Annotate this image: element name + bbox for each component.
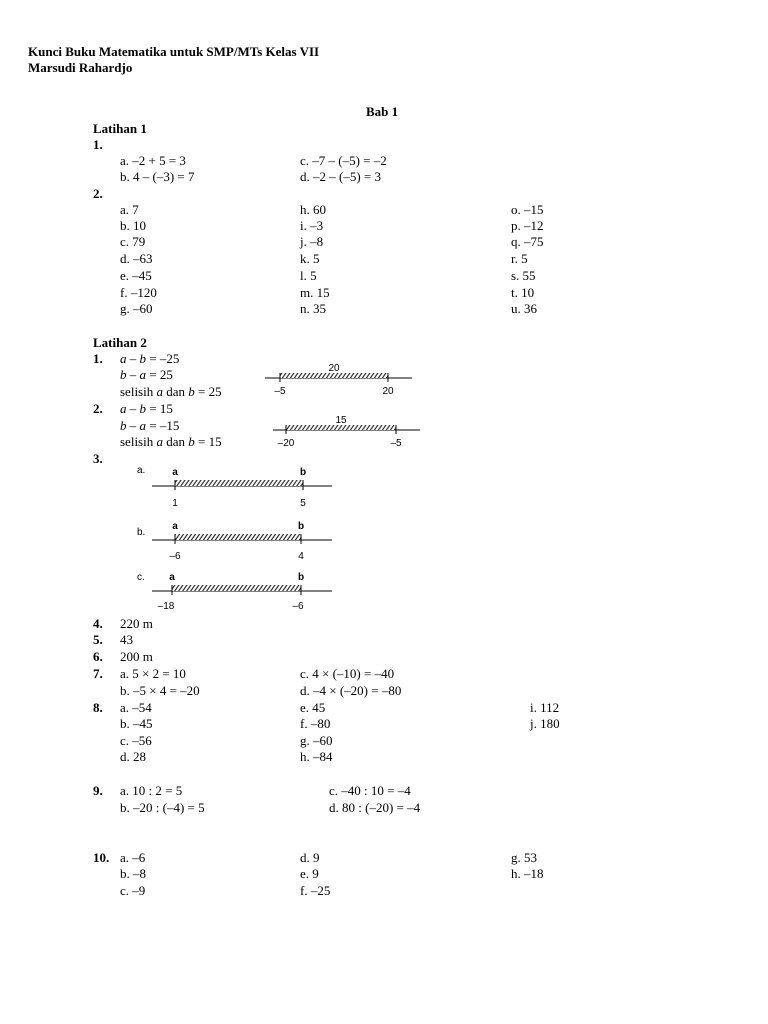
item-label: c. [137, 572, 145, 583]
selisih-line: selisih a dan b = 25 [120, 384, 222, 399]
number-line-q3a [134, 460, 344, 512]
answer-item: a. 5 × 2 = 10 [120, 666, 186, 681]
answer-item: u. 36 [511, 301, 537, 316]
answer-item: q. –75 [511, 234, 544, 249]
item-label: a. [137, 465, 146, 476]
point-label-b: b [297, 521, 305, 532]
equation-line: b – a = –15 [120, 418, 180, 433]
answer-item: d. –4 × (–20) = –80 [300, 683, 402, 698]
equation-line: a – b = 15 [120, 401, 173, 416]
question-number: 5. [93, 632, 103, 647]
answer-item: d. 9 [300, 850, 320, 865]
tick-label: –18 [157, 601, 175, 612]
answer-item: h. –84 [300, 749, 333, 764]
latihan-1-title: Latihan 1 [93, 121, 147, 136]
answer-item: c. 4 × (–10) = –40 [300, 666, 395, 681]
answer-item: g. –60 [120, 301, 153, 316]
question-number: 2. [93, 401, 103, 416]
tick-label: –5 [274, 386, 286, 397]
number-line-q2 [270, 412, 430, 452]
answer-item: a. –6 [120, 850, 146, 865]
answer-item: o. –15 [511, 202, 544, 217]
answer-item: a. –2 + 5 = 3 [120, 153, 186, 168]
point-label-a: a [172, 521, 178, 532]
equation-line: b – a = 25 [120, 367, 173, 382]
question-number: 2. [93, 186, 103, 201]
answer-item: e. 45 [300, 700, 326, 715]
answer-item: d. 28 [120, 749, 146, 764]
chapter-heading: Bab 1 [366, 104, 399, 119]
document-title: Kunci Buku Matematika untuk SMP/MTs Kelas VII [28, 44, 320, 59]
answer-item: f. –80 [300, 716, 331, 731]
answer-item: b. –5 × 4 = –20 [120, 683, 200, 698]
answer-item: g. 53 [511, 850, 537, 865]
answer-item: t. 10 [511, 285, 535, 300]
tick-label: –6 [292, 601, 304, 612]
tick-label: 4 [298, 551, 304, 562]
question-number: 3. [93, 451, 103, 466]
number-line-q3c [134, 562, 344, 614]
tick-label: 20 [382, 386, 394, 397]
answer-item: i. 112 [530, 700, 560, 715]
answer-item: h. –18 [511, 866, 544, 881]
number-line-q3b [134, 512, 344, 564]
answer-item: l. 5 [300, 268, 317, 283]
question-number: 10. [93, 850, 110, 865]
answer-item: b. –20 : (–4) = 5 [120, 800, 205, 815]
answer-item: i. –3 [300, 218, 324, 233]
answer-item: b. 10 [120, 218, 146, 233]
answer-item: a. –54 [120, 700, 152, 715]
tick-label: –5 [390, 438, 402, 449]
answer-item: b. 4 – (–3) = 7 [120, 169, 195, 184]
question-number: 1. [93, 351, 103, 366]
tick-label: –20 [277, 438, 295, 449]
answer-item: c. –40 : 10 = –4 [329, 783, 411, 798]
equation-line: a – b = –25 [120, 351, 180, 366]
answer-item: a. 10 : 2 = 5 [120, 783, 183, 798]
answer-item: r. 5 [511, 251, 528, 266]
question-number: 1. [93, 137, 103, 152]
tick-label: 5 [300, 498, 306, 509]
answer-item: 43 [120, 632, 133, 647]
answer-item: b. –45 [120, 716, 153, 731]
selisih-line: selisih a dan b = 15 [120, 434, 222, 449]
number-line-q1 [262, 360, 422, 400]
tick-label: –6 [169, 551, 181, 562]
latihan-2-title: Latihan 2 [93, 335, 147, 350]
point-label-a: a [172, 467, 178, 478]
question-number: 9. [93, 783, 103, 798]
answer-item: d. –63 [120, 251, 153, 266]
point-label-b: b [297, 572, 305, 583]
answer-item: c. –9 [120, 883, 146, 898]
answer-item: j. 180 [530, 716, 560, 731]
point-label-a: a [169, 572, 175, 583]
answer-item: c. –7 – (–5) = –2 [300, 153, 387, 168]
answer-item: d. –2 – (–5) = 3 [300, 169, 381, 184]
answer-item: m. 15 [300, 285, 330, 300]
question-number: 6. [93, 649, 103, 664]
question-number: 7. [93, 666, 103, 681]
answer-item: j. –8 [300, 234, 324, 249]
answer-item: f. –120 [120, 285, 157, 300]
answer-item: s. 55 [511, 268, 536, 283]
answer-item: n. 35 [300, 301, 326, 316]
answer-item: 220 m [120, 616, 153, 631]
question-number: 4. [93, 616, 103, 631]
segment-length-label: 15 [335, 415, 347, 426]
segment-length-label: 20 [328, 363, 340, 374]
tick-label: 1 [172, 498, 178, 509]
answer-item: p. –12 [511, 218, 544, 233]
answer-item: e. –45 [120, 268, 152, 283]
answer-item: g. –60 [300, 733, 333, 748]
answer-item: e. 9 [300, 866, 319, 881]
answer-item: d. 80 : (–20) = –4 [329, 800, 421, 815]
answer-item: a. 7 [120, 202, 139, 217]
answer-item: c. –56 [120, 733, 152, 748]
question-number: 8. [93, 700, 103, 715]
answer-item: 200 m [120, 649, 153, 664]
answer-item: f. –25 [300, 883, 331, 898]
document-author: Marsudi Rahardjo [28, 60, 133, 75]
answer-item: h. 60 [300, 202, 326, 217]
answer-item: k. 5 [300, 251, 320, 266]
answer-item: c. 79 [120, 234, 146, 249]
point-label-b: b [299, 467, 307, 478]
answer-item: b. –8 [120, 866, 146, 881]
item-label: b. [137, 527, 146, 538]
